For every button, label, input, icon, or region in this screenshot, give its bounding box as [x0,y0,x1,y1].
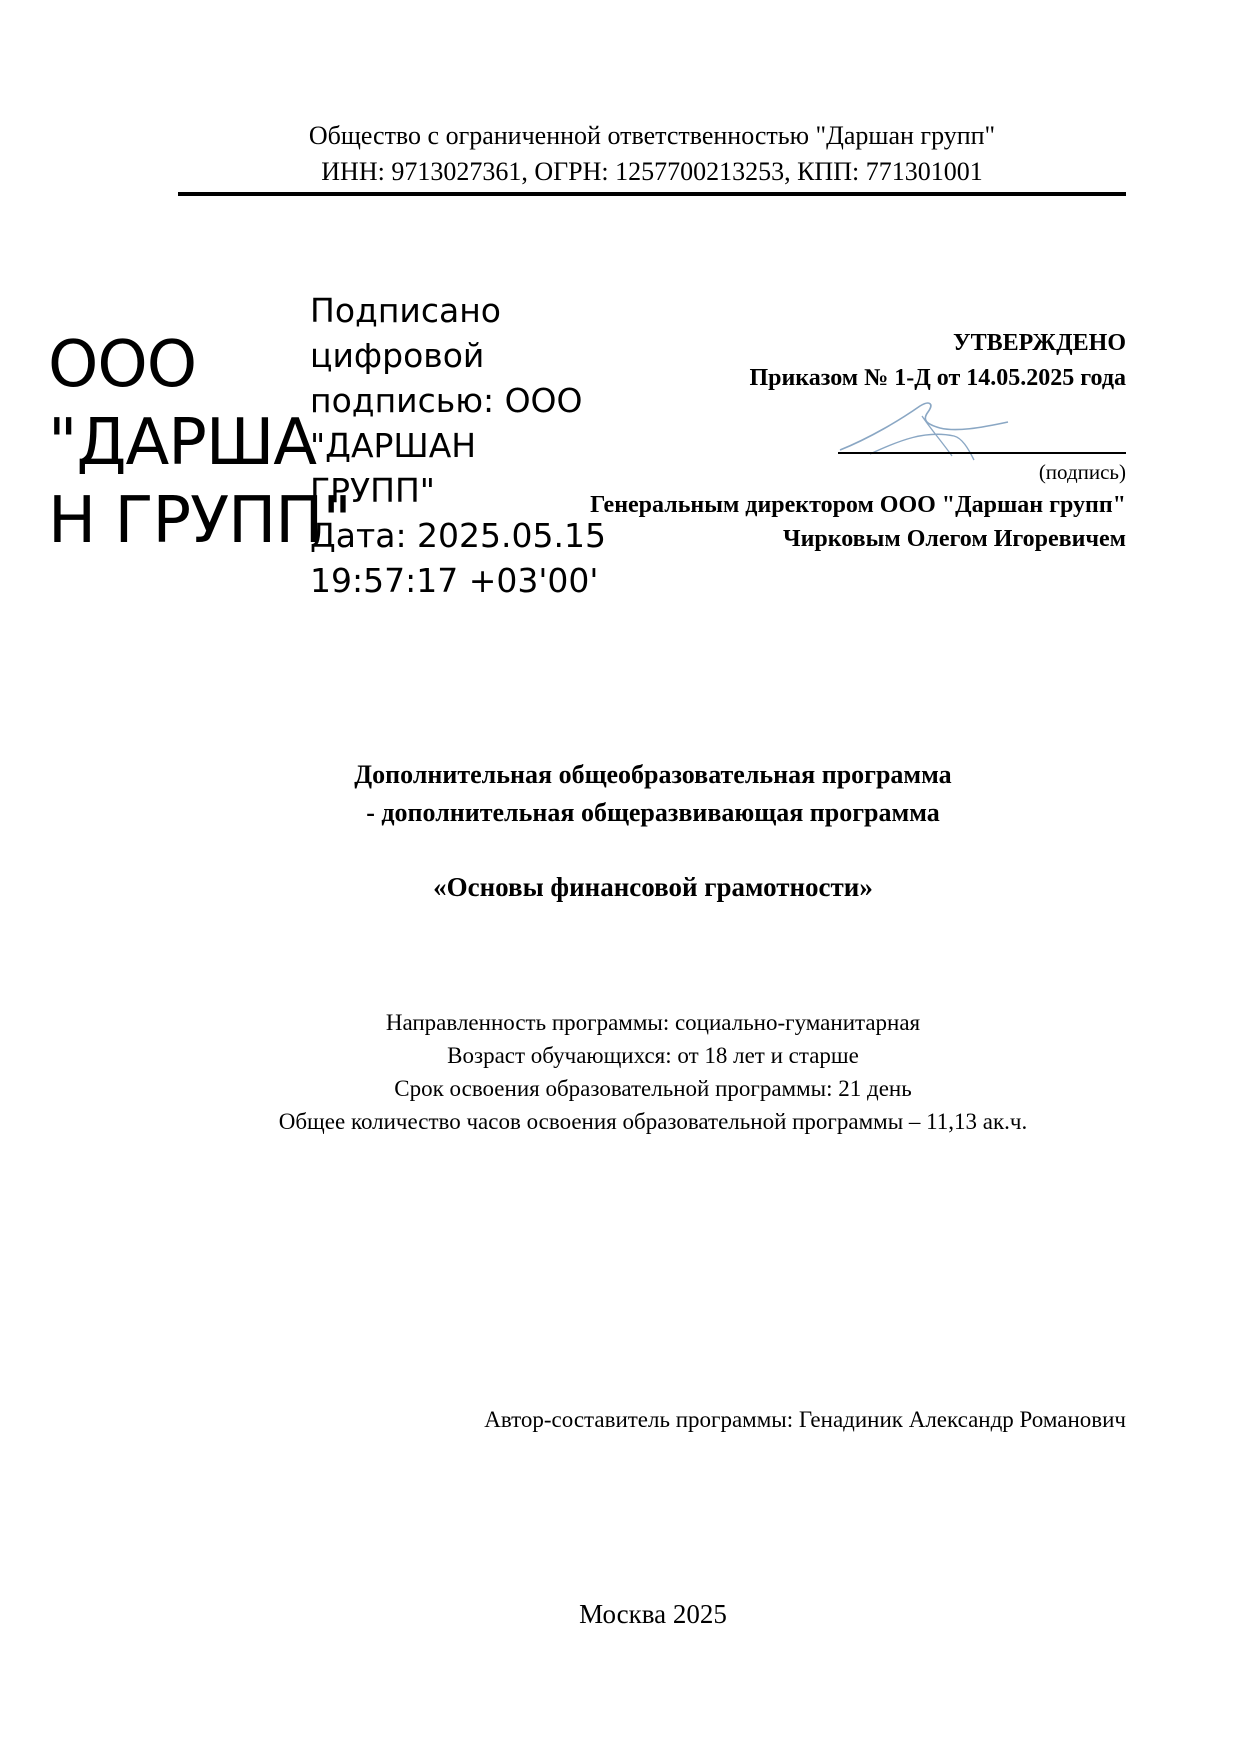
signer-line: ООО [48,328,197,402]
program-title-line: Дополнительная общеобразовательная программа [354,760,952,789]
course-title: «Основы финансовой грамотности» [433,872,873,902]
approval-heading: УТВЕРЖДЕНО [952,330,1126,356]
company-name: Общество с ограниченной ответственностью "Даршан групп" [308,121,996,150]
program-title [0,756,1242,832]
signature-detail-line: 19:57:17 +03'00' [310,561,599,600]
signature-detail-line: "ДАРШАН [310,426,477,465]
organization-header [178,118,1126,190]
signer-line: "ДАРША [48,406,317,480]
city-year: Москва 2025 [579,1599,727,1629]
approval-order: Приказом № 1-Д от 14.05.2025 года [749,365,1126,391]
director-block [590,488,1126,556]
program-author: Автор-составитель программы: Генадиник Александр Романович [484,1407,1126,1432]
signature-detail-line: цифровой [310,336,485,375]
program-duration: Срок освоения образовательной программы: 21 день [394,1076,912,1101]
director-name: Чирковым Олегом Игоревичем [782,526,1126,552]
signer-line: Н ГРУПП" [48,484,351,558]
signature-detail-line: Подписано [310,291,501,330]
handwritten-signature [830,398,1030,468]
program-info [0,1006,1242,1138]
signature-detail-line: ГРУПП" [310,471,435,510]
program-title-line: - дополнительная общеразвивающая программа [366,798,940,827]
digital-signature-signer [48,326,351,560]
header-divider [178,192,1126,196]
director-position: Генеральным директором ООО "Даршан групп" [590,492,1126,518]
program-orientation: Направленность программы: социально-гуманитарная [385,1010,921,1035]
approval-block [749,326,1126,396]
program-age: Возраст обучающихся: от 18 лет и старше [447,1043,859,1068]
signature-caption: (подпись) [1038,460,1126,484]
signature-detail-line: подписью: ООО [310,381,583,420]
company-requisites: ИНН: 9713027361, ОГРН: 1257700213253, КПП: 771301001 [321,157,983,186]
program-hours: Общее количество часов освоения образовательной программы – 11,13 ак.ч. [278,1109,1028,1134]
signature-line [838,452,1126,454]
digital-signature-details [310,288,607,603]
signature-detail-line: Дата: 2025.05.15 [310,516,607,555]
